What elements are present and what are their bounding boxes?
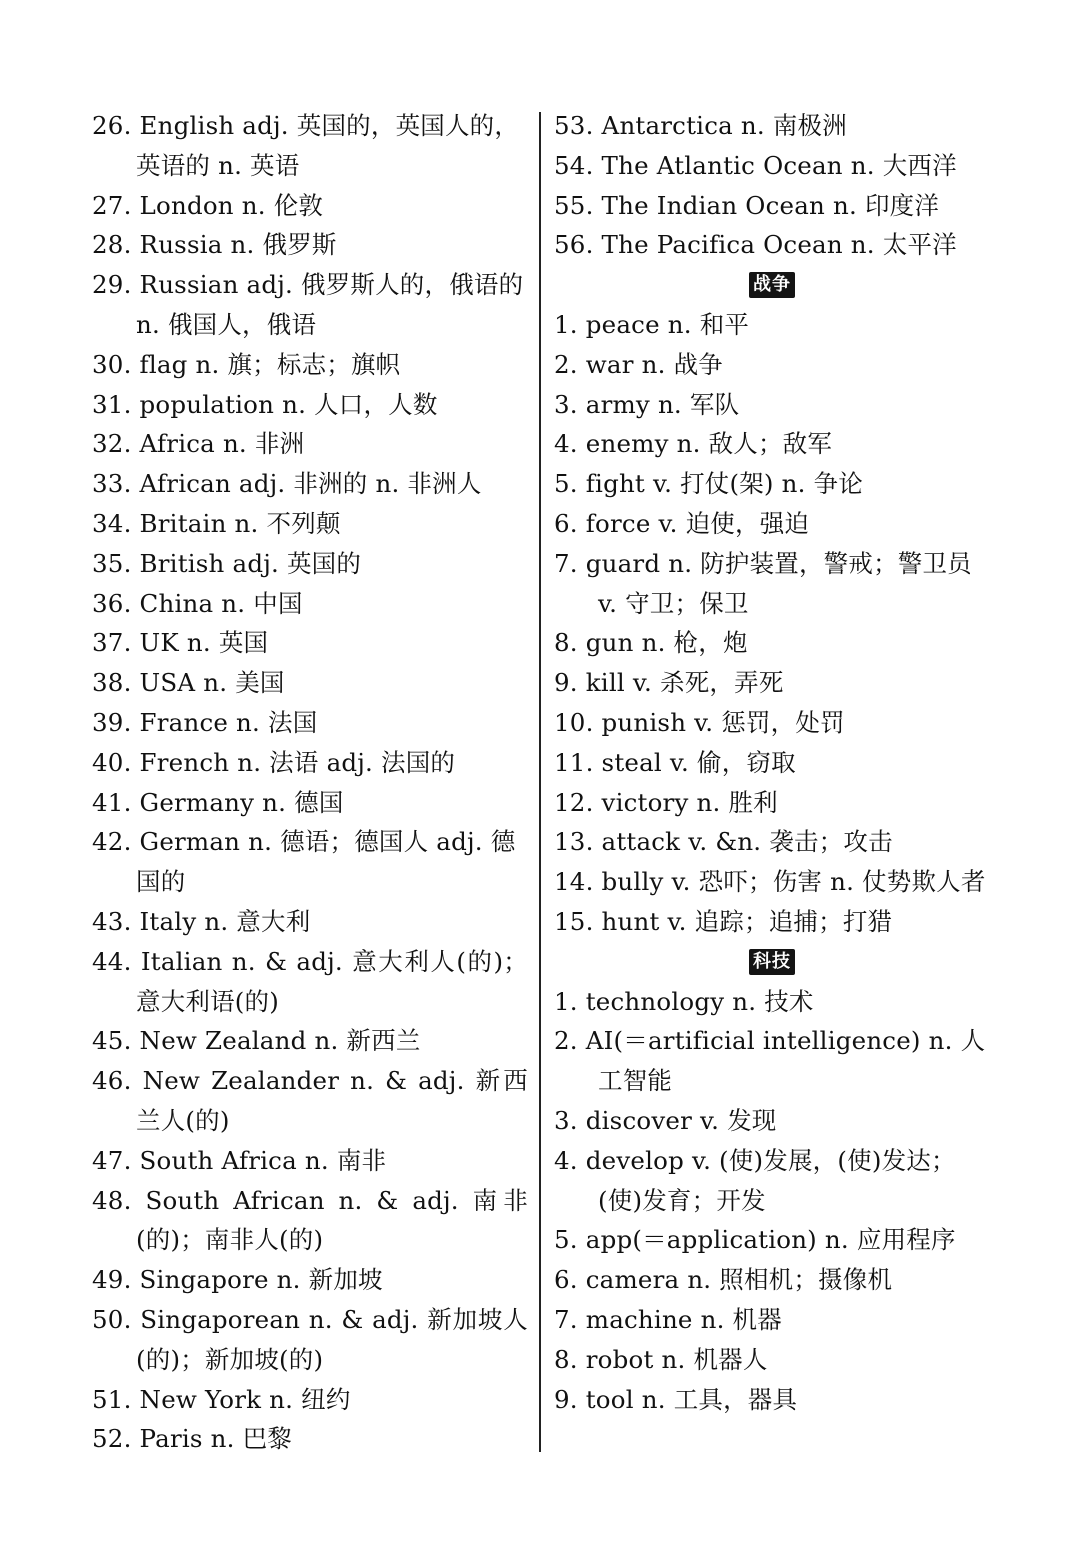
vocab-entry: 51. New York n. 纽约	[92, 1384, 351, 1414]
vocab-entry: 29. Russian adj. 俄罗斯人的，俄语的 n. 俄国人，俄语	[92, 270, 524, 339]
vocab-entry: 7. machine n. 机器	[554, 1304, 782, 1334]
vocab-entry: 40. French n. 法语 adj. 法国的	[92, 747, 456, 777]
vocab-entry: 54. The Atlantic Ocean n. 大西洋	[554, 150, 957, 180]
vocab-entry: 41. Germany n. 德国	[92, 787, 344, 817]
vocab-entry: 55. The Indian Ocean n. 印度洋	[554, 190, 940, 220]
vocab-entry: 33. African adj. 非洲的 n. 非洲人	[92, 469, 482, 499]
vocab-entry: 35. British adj. 英国的	[92, 548, 362, 578]
column-divider	[539, 112, 541, 1452]
vocab-entry: 36. China n. 中国	[92, 588, 303, 618]
right-column	[554, 106, 990, 1419]
vocab-entry: 53. Antarctica n. 南极洲	[554, 111, 847, 140]
vocab-entry: 4. enemy n. 敌人；敌军	[554, 429, 833, 459]
section-heading-war	[554, 265, 990, 305]
vocab-entry: 37. UK n. 英国	[92, 628, 269, 658]
vocab-entry: 9. kill v. 杀死，弄死	[554, 668, 784, 698]
vocab-entry: 45. New Zealand n. 新西兰	[92, 1026, 421, 1056]
vocab-entry: 26. English adj. 英国的，英国人的，英语的 n. 英语	[92, 111, 520, 180]
vocab-entry: 56. The Pacifica Ocean n. 太平洋	[554, 230, 957, 260]
vocab-entry: 6. camera n. 照相机；摄像机	[554, 1265, 893, 1295]
vocab-entry: 1. technology n. 技术	[554, 986, 814, 1016]
vocab-entry: 44. Italian n. & adj. 意大利人(的)；意大利语(的)	[92, 946, 528, 1016]
vocab-entry: 3. discover v. 发现	[554, 1105, 777, 1135]
vocab-entry: 13. attack v. &n. 袭击；攻击	[554, 827, 893, 857]
vocab-entry: 31. population n. 人口，人数	[92, 389, 438, 419]
vocab-entry: 14. bully v. 恐吓；伤害 n. 仗势欺人者	[554, 867, 986, 897]
vocab-entry: 48. South African n. & adj. 南非(的)；南非人(的)	[92, 1185, 528, 1255]
vocab-entry: 9. tool n. 工具，器具	[554, 1384, 798, 1414]
vocab-entry: 46. New Zealander n. & adj. 新西兰人(的)	[92, 1066, 528, 1135]
section-heading-label: 战争	[749, 272, 795, 298]
vocab-entry: 38. USA n. 美国	[92, 668, 285, 698]
vocab-entry: 50. Singaporean n. & adj. 新加坡人(的)；新加坡(的)	[92, 1304, 528, 1374]
vocab-entry: 2. AI(＝artificial intelligence) n. 人工智能	[554, 1026, 986, 1096]
vocab-entry: 8. gun n. 枪，炮	[554, 628, 748, 658]
section-heading-label: 科技	[749, 949, 795, 975]
vocab-entry: 3. army n. 军队	[554, 389, 740, 419]
vocab-entry: 39. France n. 法国	[92, 707, 318, 737]
vocab-entry: 5. fight v. 打仗(架) n. 争论	[554, 469, 864, 499]
vocab-entry: 49. Singapore n. 新加坡	[92, 1265, 383, 1295]
vocab-entry: 1. peace n. 和平	[554, 309, 750, 339]
vocab-entry: 43. Italy n. 意大利	[92, 906, 311, 936]
vocab-entry: 32. Africa n. 非洲	[92, 429, 305, 459]
vocab-entry: 6. force v. 迫使，强迫	[554, 508, 810, 538]
vocab-entry: 10. punish v. 惩罚，处罚	[554, 707, 845, 737]
vocab-entry: 34. Britain n. 不列颠	[92, 508, 341, 538]
vocab-entry: 28. Russia n. 俄罗斯	[92, 230, 337, 260]
vocab-entry: 30. flag n. 旗；标志；旗帜	[92, 349, 401, 379]
vocab-entry: 52. Paris n. 巴黎	[92, 1424, 293, 1454]
vocab-entry: 8. robot n. 机器人	[554, 1344, 768, 1374]
left-column	[92, 106, 528, 1459]
vocab-entry: 7. guard n. 防护装置，警戒；警卫员 v. 守卫；保卫	[554, 548, 972, 618]
vocab-entry: 5. app(＝application) n. 应用程序	[554, 1225, 956, 1255]
vocab-entry: 11. steal v. 偷，窃取	[554, 747, 796, 777]
vocab-entry: 4. develop v. (使)发展，(使)发达；(使)发育；开发	[554, 1145, 956, 1215]
vocab-entry: 12. victory n. 胜利	[554, 787, 778, 817]
vocab-entry: 2. war n. 战争	[554, 349, 723, 379]
vocab-entry: 15. hunt v. 追踪；追捕；打猎	[554, 906, 893, 936]
vocab-entry: 42. German n. 德语；德国人 adj. 德国的	[92, 827, 516, 897]
vocab-entry: 47. South Africa n. 南非	[92, 1145, 387, 1175]
vocab-entry: 27. London n. 伦敦	[92, 190, 324, 220]
section-heading-tech	[554, 942, 990, 982]
